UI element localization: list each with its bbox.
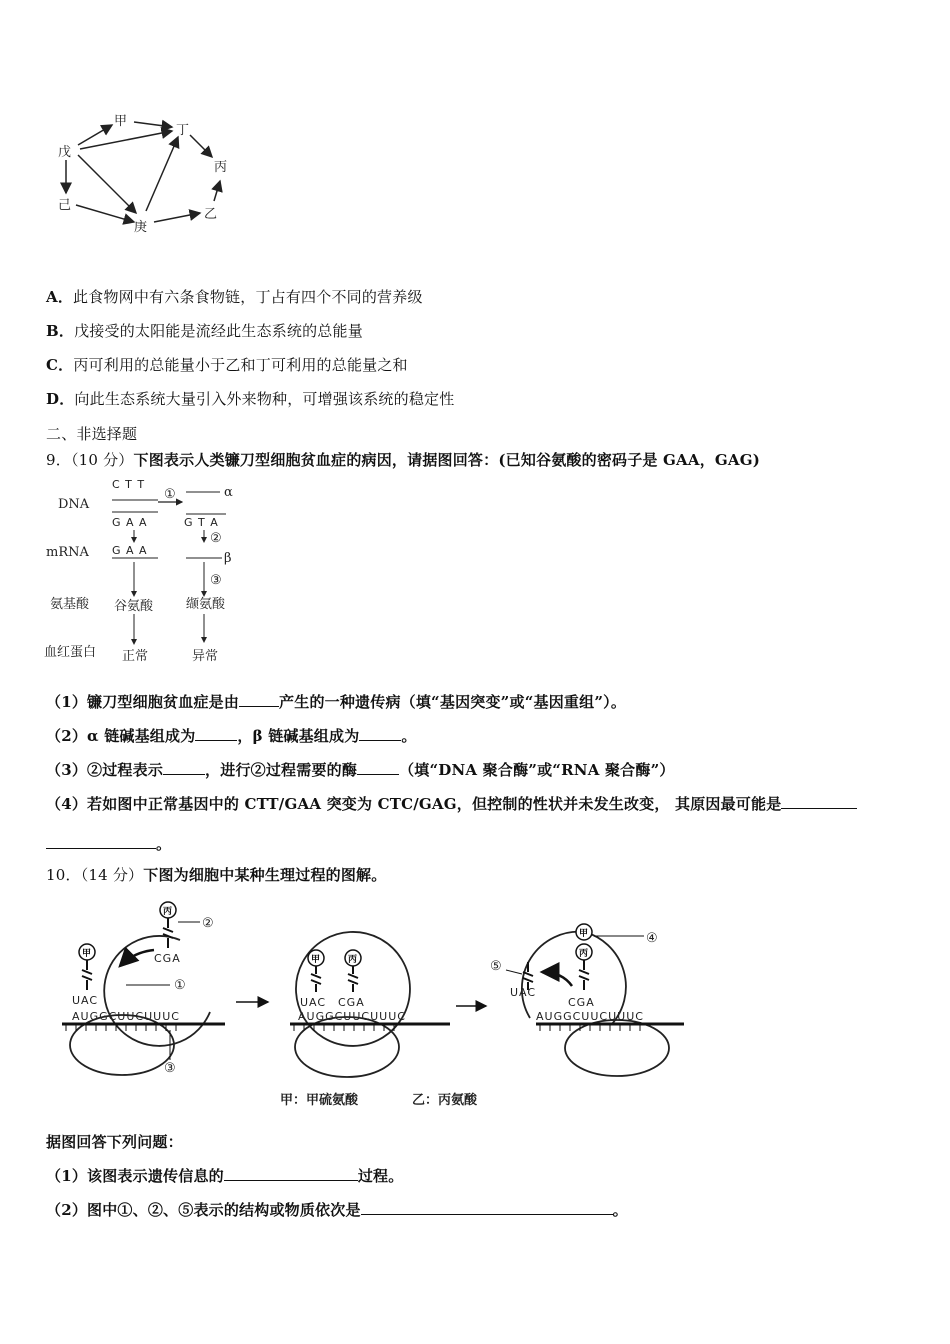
q10-stem: 10．（14 分）下图为细胞中某种生理过程的图解。 xyxy=(46,866,387,884)
label-1: ① xyxy=(174,978,186,993)
node-ji: 己 xyxy=(58,198,72,213)
aa-normal: 谷氨酸 xyxy=(114,599,154,614)
step3-label: ③ xyxy=(210,573,222,588)
q9-sub4-blank-continued[interactable] xyxy=(46,834,156,849)
row-hemoglobin: 血红蛋白 xyxy=(44,645,97,660)
arrow-jia-ding xyxy=(134,122,172,127)
q9-sub2-blank-alpha[interactable] xyxy=(195,726,237,741)
arrow-wu-jia xyxy=(78,125,112,145)
jia-label-1: 甲 xyxy=(82,949,92,959)
translation-diagram xyxy=(50,890,710,1120)
row-mrna: mRNA xyxy=(46,545,89,560)
node-jia: 甲 xyxy=(114,114,128,129)
option-c: C．丙可利用的总能量小于乙和丁可利用的总能量之和 xyxy=(46,356,408,374)
q9-sub4-blank[interactable] xyxy=(781,794,857,809)
hb-mutant: 异常 xyxy=(192,649,219,664)
alpha-label: α xyxy=(224,485,233,500)
q10-sub2-blank[interactable] xyxy=(361,1200,613,1215)
legend-yi: 乙：丙氨酸 xyxy=(412,1093,478,1108)
arrow-ji-geng xyxy=(76,205,134,222)
label-5: ⑤ xyxy=(490,959,502,974)
dna-top-strand: C T T xyxy=(112,478,146,491)
jia-label-2: 甲 xyxy=(311,955,321,965)
anticodon-uac-3: UAC xyxy=(510,986,537,999)
mrna-seq: G A A xyxy=(112,544,148,557)
node-yi: 乙 xyxy=(204,207,218,222)
dna-bottom-strand: G A A xyxy=(112,516,148,529)
q10-sub1: （1）该图表示遗传信息的 过程。 xyxy=(46,1167,404,1185)
q9-sub2: （2）α 链碱基组成为 ，β 链碱基组成为 。 xyxy=(46,727,417,745)
q10-lead: 据图回答下列问题： xyxy=(46,1133,183,1151)
label-3: ③ xyxy=(164,1061,176,1076)
arrow-yi-bing xyxy=(214,181,220,201)
bing-label-1: 丙 xyxy=(163,907,173,917)
node-wu: 戊 xyxy=(58,145,72,160)
panel-3 xyxy=(490,924,684,1076)
hb-normal: 正常 xyxy=(122,649,149,664)
food-web-diagram xyxy=(50,105,250,240)
q9-sub3: （3）②过程表示 ，进行②过程需要的酶 （填“DNA 聚合酶”或“RNA 聚合酶”） xyxy=(46,761,675,779)
q9-sub1: （1）镰刀型细胞贫血症是由 产生的一种遗传病（填“基因突变”或“基因重组”）。 xyxy=(46,693,627,711)
jia-label-3: 甲 xyxy=(579,929,589,939)
anticodon-cga-3: CGA xyxy=(568,996,595,1009)
q9-sub3-blank-process[interactable] xyxy=(163,760,205,775)
q9-sub3-blank-enzyme[interactable] xyxy=(357,760,399,775)
option-b: B．戊接受的太阳能是流经此生态系统的总能量 xyxy=(46,322,363,340)
q9-sub2-blank-beta[interactable] xyxy=(359,726,401,741)
bing-label-2: 丙 xyxy=(348,955,358,965)
panel-2 xyxy=(290,932,450,1077)
arrow-geng-ding xyxy=(146,137,178,211)
arrow-ding-bing xyxy=(190,135,212,157)
step2-label: ② xyxy=(210,531,222,546)
arrow-wu-geng xyxy=(78,155,136,213)
panel-1 xyxy=(62,902,225,1076)
mrna-seq-3: AUGGCUUCUUUC xyxy=(536,1010,644,1023)
arrow-geng-yi xyxy=(154,213,200,222)
q9-sub4: （4）若如图中正常基因中的 CTT/GAA 突变为 CTC/GAG，但控制的性状并未发生改变， 其原因最可能是 xyxy=(46,793,857,814)
anticodon-uac-2: UAC xyxy=(300,996,327,1009)
mrna-seq-1: AUGGCUUCUUUC xyxy=(72,1010,180,1023)
row-amino-acid: 氨基酸 xyxy=(50,597,90,612)
q9-sub4-continued: 。 xyxy=(46,833,171,854)
section-title: 二、非选择题 xyxy=(46,425,138,443)
anticodon-cga-1: CGA xyxy=(154,952,181,965)
node-geng: 庚 xyxy=(134,220,148,235)
bing-label-3: 丙 xyxy=(579,949,589,959)
sickle-cell-diagram xyxy=(40,472,270,672)
anticodon-uac-1: UAC xyxy=(72,994,99,1007)
beta-label: β xyxy=(224,551,232,566)
q10-sub1-blank[interactable] xyxy=(224,1166,358,1181)
q9-stem: 9．（10 分）下图表示人类镰刀型细胞贫血症的病因，请据图回答：(已知谷氨酸的密码子是 GAA，GAG) xyxy=(46,451,761,469)
row-dna: DNA xyxy=(58,497,90,512)
label-2: ② xyxy=(202,916,214,931)
node-ding: 丁 xyxy=(176,123,190,138)
q10-sub2: （2）图中①、②、⑤表示的结构或物质依次是 。 xyxy=(46,1201,628,1219)
mutant-strand: G T A xyxy=(184,516,219,529)
label-4: ④ xyxy=(646,931,658,946)
arrow-wu-ding xyxy=(80,131,172,149)
aa-mutant: 缬氨酸 xyxy=(186,597,226,612)
mrna-seq-2: AUGGCUUCUUUC xyxy=(298,1010,406,1023)
q9-sub1-blank[interactable] xyxy=(239,692,279,707)
node-bing: 丙 xyxy=(214,160,228,175)
option-a: A．此食物网中有六条食物链，丁占有四个不同的营养级 xyxy=(46,288,423,306)
anticodon-cga-2: CGA xyxy=(338,996,365,1009)
step1-label: ① xyxy=(164,487,176,502)
legend-jia: 甲：甲硫氨酸 xyxy=(280,1093,359,1108)
option-d: D．向此生态系统大量引入外来物种，可增强该系统的稳定性 xyxy=(46,390,455,408)
